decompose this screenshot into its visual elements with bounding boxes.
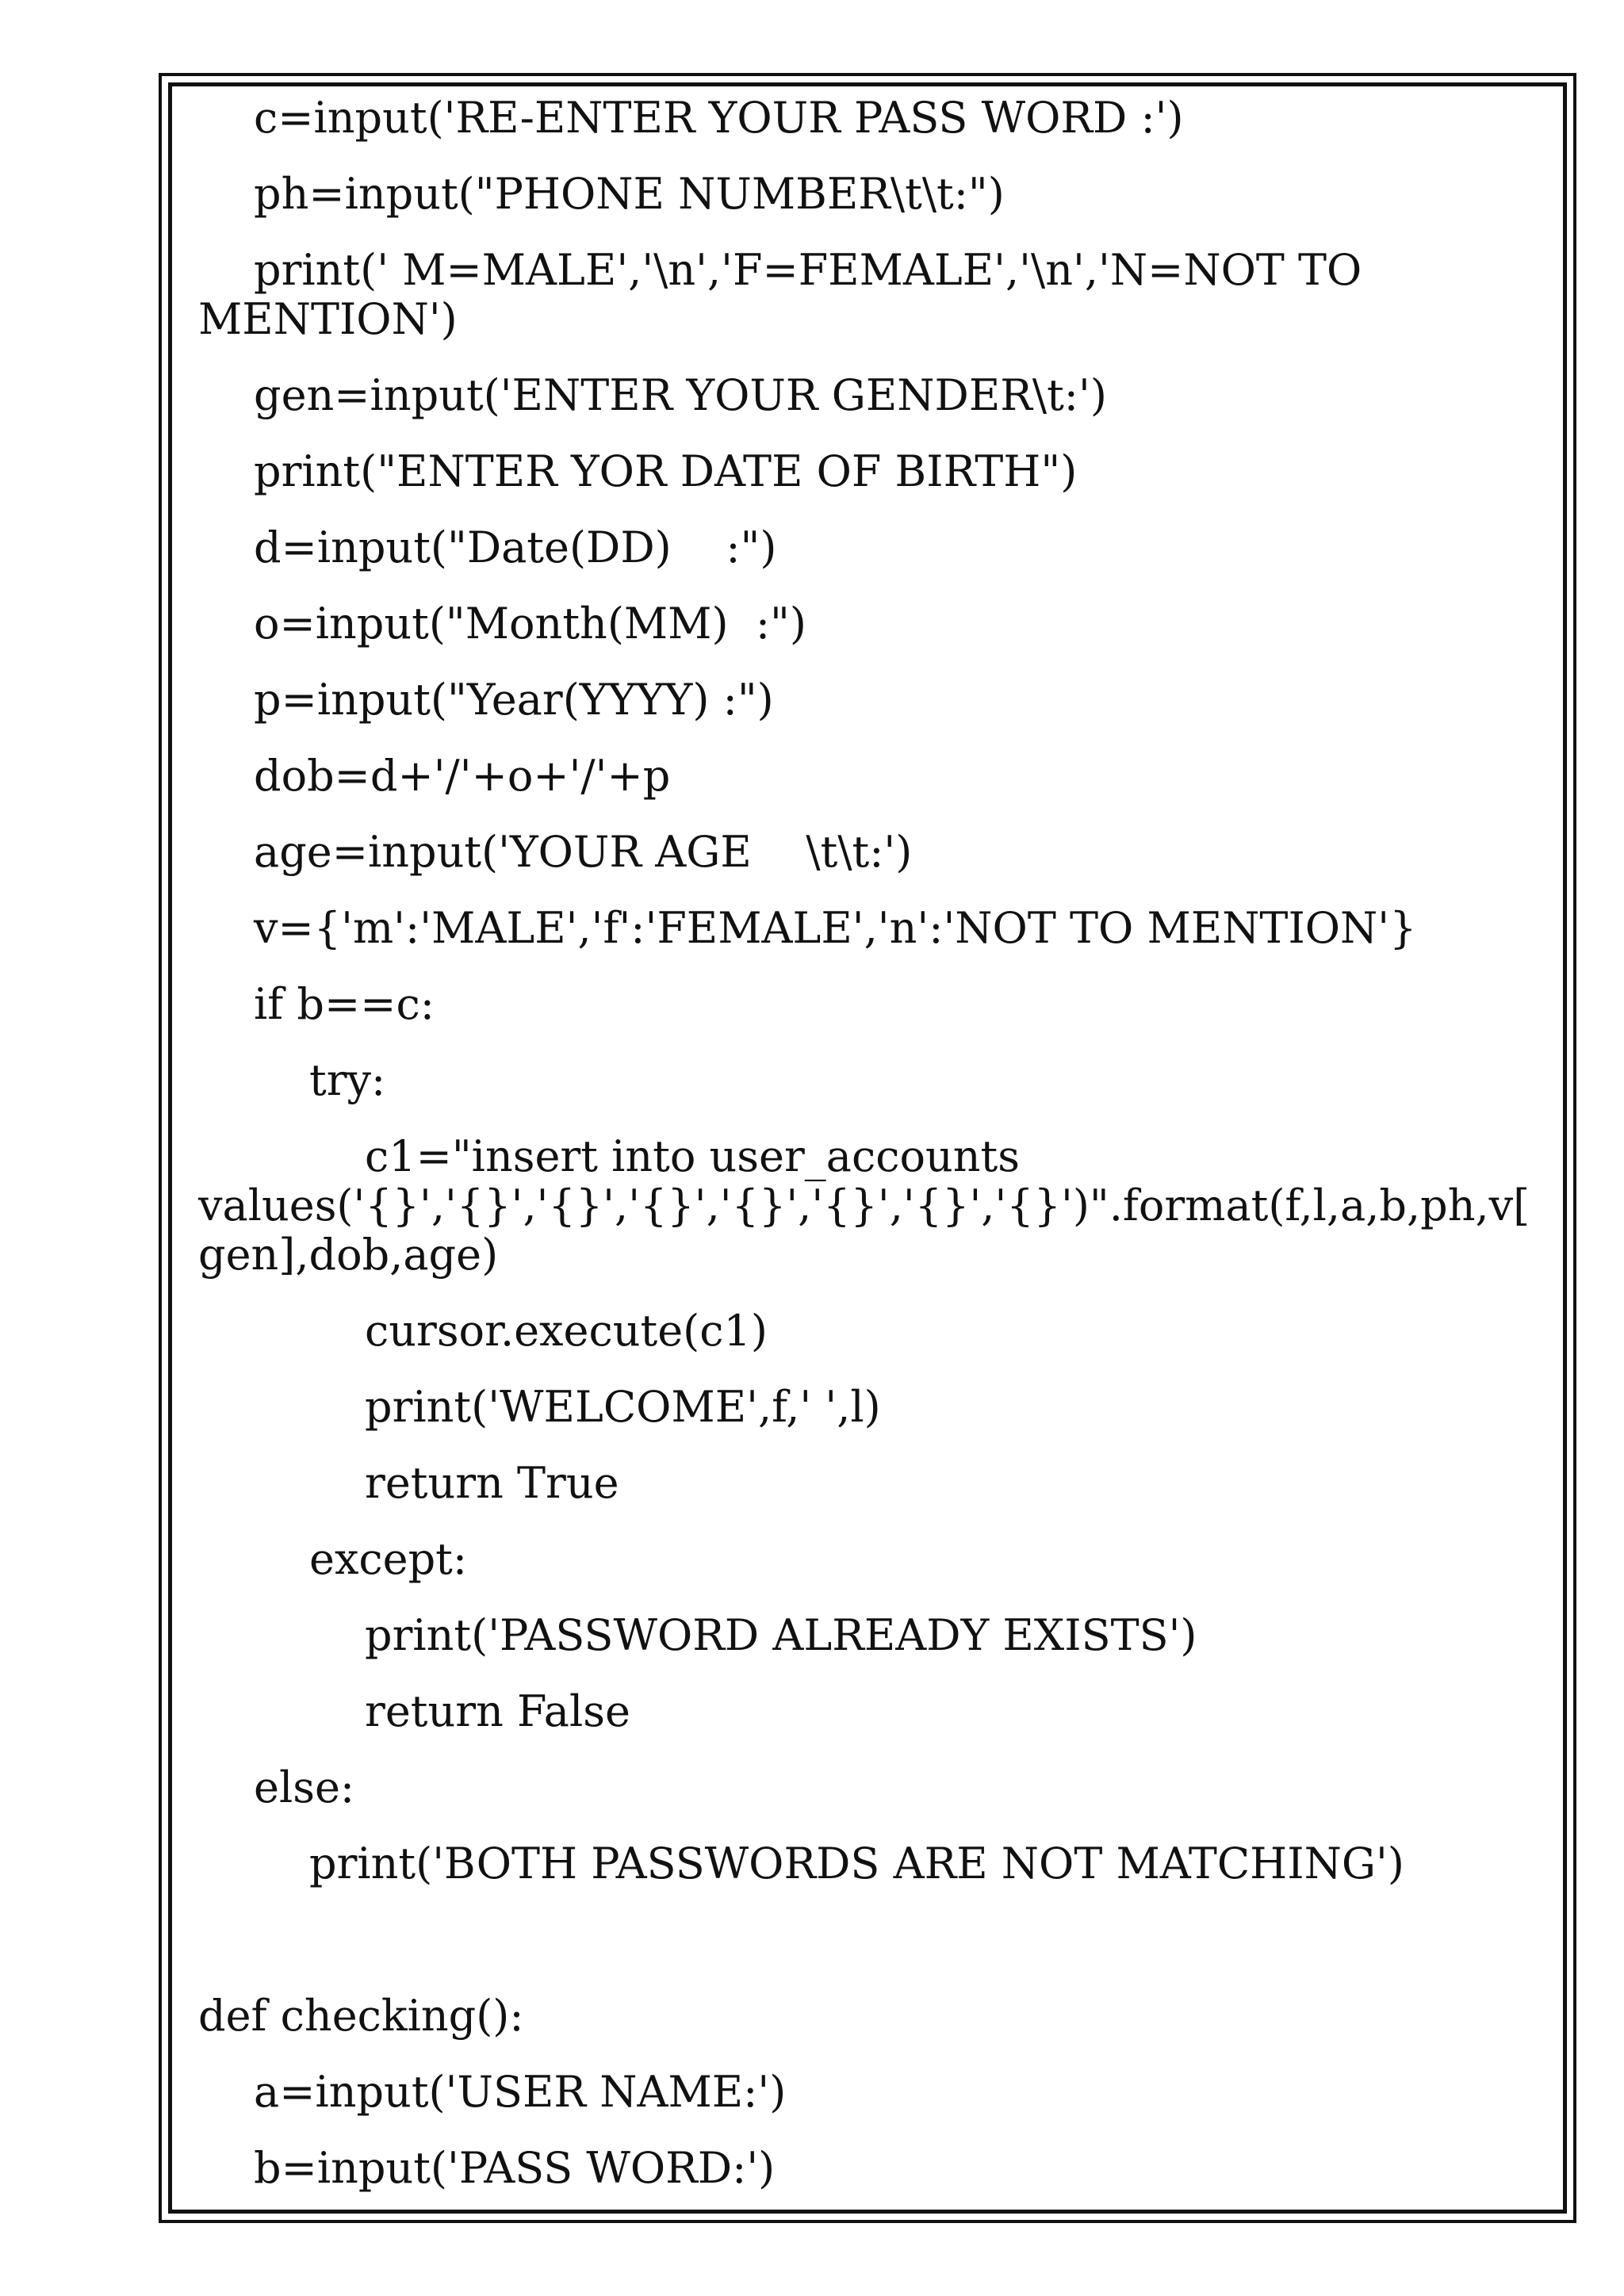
code-line: c1="insert into user_accounts values('{}','{}','{}','{}','{}','{}','{}','{}')".format(f,l,a,b,ph,v[gen],dob,age) xyxy=(198,1131,1530,1280)
code-line: return False xyxy=(365,1686,630,1736)
code-line: print(' M=MALE','\n','F=FEMALE','\n','N=NOT TO MENTION') xyxy=(198,245,1376,344)
code-line: else: xyxy=(254,1762,355,1812)
code-line: except: xyxy=(309,1534,468,1584)
code-line: print('PASSWORD ALREADY EXISTS') xyxy=(365,1610,1197,1660)
code-line: def checking(): xyxy=(198,1991,524,2041)
code-line: d=input("Date(DD) :") xyxy=(254,522,777,572)
code-line: c=input('RE-ENTER YOUR PASS WORD :') xyxy=(254,93,1184,143)
code-line: print("ENTER YOR DATE OF BIRTH") xyxy=(254,446,1078,496)
code-line: dob=d+'/'+o+'/'+p xyxy=(254,751,671,801)
code-line: b=input('PASS WORD:') xyxy=(254,2143,776,2193)
code-line: age=input('YOUR AGE \t\t:') xyxy=(254,827,913,877)
code-line: cursor.execute(c1) xyxy=(365,1306,768,1356)
code-listing xyxy=(198,94,1538,2193)
code-line: if b==c: xyxy=(254,979,435,1029)
code-line: ph=input("PHONE NUMBER\t\t:") xyxy=(254,169,1005,219)
code-line: a=input('USER NAME:') xyxy=(254,2067,787,2117)
code-line: gen=input('ENTER YOUR GENDER\t:') xyxy=(254,370,1107,420)
code-line: o=input("Month(MM) :") xyxy=(254,599,806,649)
code-line: return True xyxy=(365,1458,619,1508)
code-line: print('WELCOME',f,' ',l) xyxy=(365,1382,881,1432)
code-line: print('BOTH PASSWORDS ARE NOT MATCHING') xyxy=(309,1839,1404,1888)
code-line: p=input("Year(YYYY) :") xyxy=(254,675,774,725)
code-line: v={'m':'MALE','f':'FEMALE','n':'NOT TO MENTION'} xyxy=(254,903,1417,953)
code-line: try: xyxy=(309,1055,386,1105)
